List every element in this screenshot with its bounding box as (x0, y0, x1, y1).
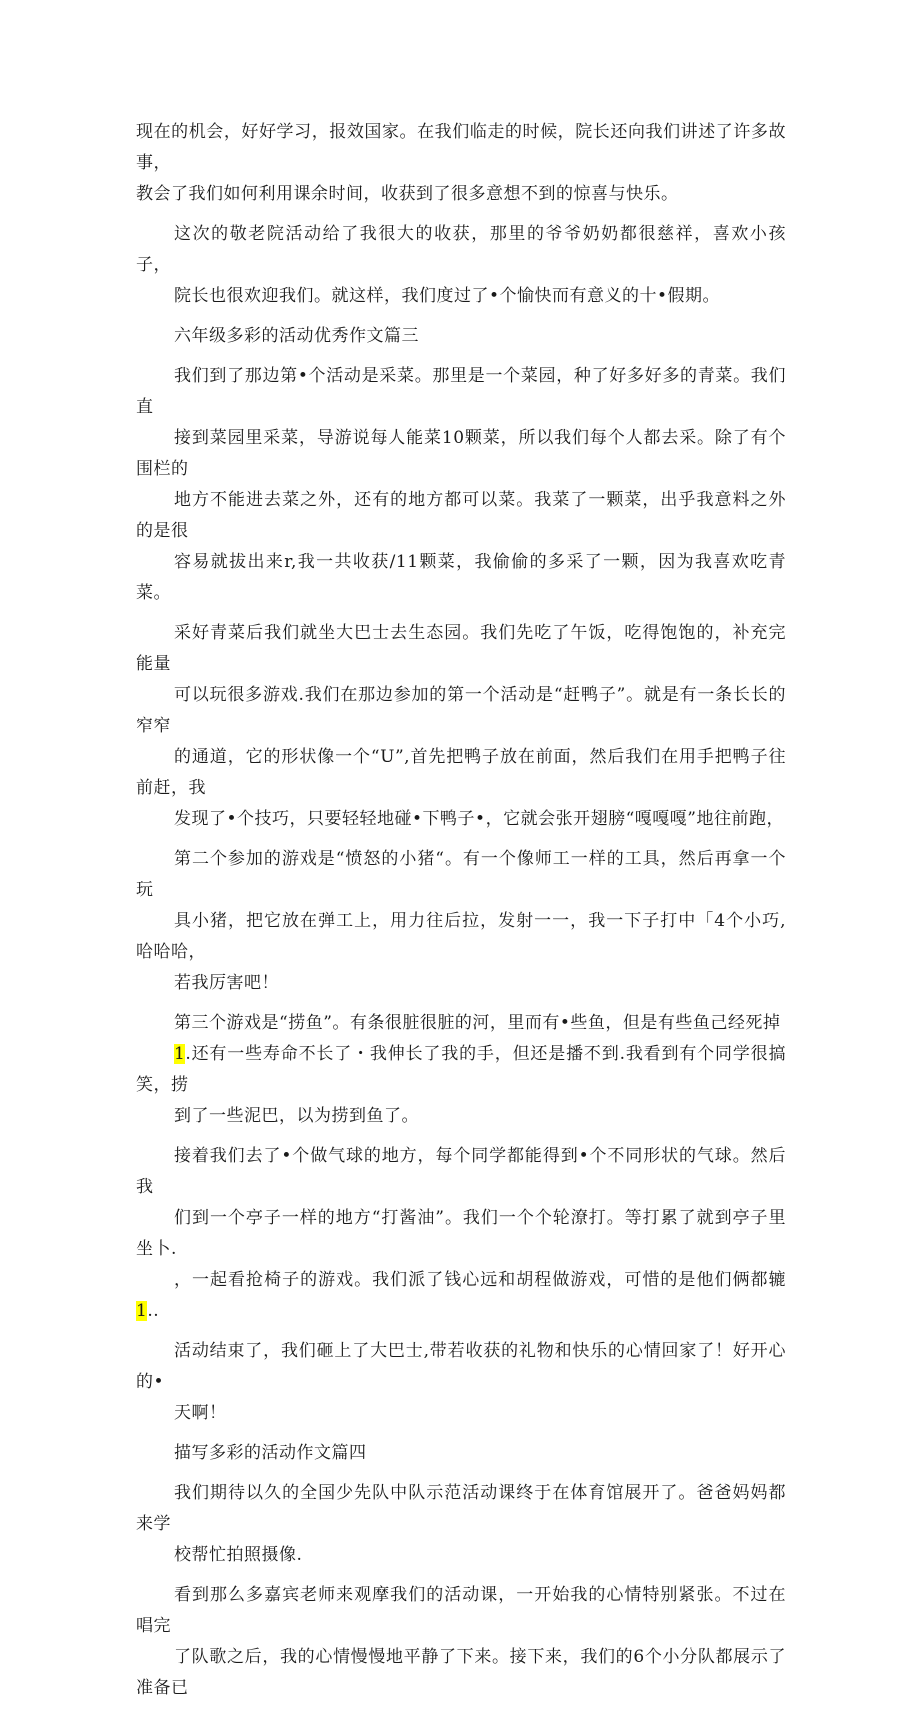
paragraph (136, 1336, 786, 1429)
highlighted-text: 1 (136, 1301, 148, 1321)
text-line: 院长也很欢迎我们。就这样，我们度过了•个愉快而有意义的十•假期。 (174, 286, 721, 306)
section-heading (136, 1438, 786, 1469)
text-line: 教会了我们如何利用课余时间，收获到了很多意想不到的惊喜与快乐。 (136, 184, 679, 204)
paragraph (136, 1008, 786, 1132)
highlighted-text: 1 (174, 1044, 186, 1064)
text-line: 了队歌之后，我的心情慢慢地平静了下来。接下来，我们的6个小分队都展示了准备已 (136, 1647, 786, 1698)
text-line: 们到一个亭子一样的地方“打酱油”。我们一个个轮潦打。等打累了就到亭子里坐卜. (136, 1208, 786, 1259)
paragraph (136, 1141, 786, 1327)
text-line: 采好青菜后我们就坐大巴士去生态园。我们先吃了午饭，吃得饱饱的，补充完能量 (136, 623, 786, 674)
text-segment: ，一起看抢椅子的游戏。我们派了钱心远和胡程做游戏，可惜的是他们俩都辘 (174, 1270, 786, 1290)
paragraph (136, 117, 786, 210)
text-line: 六年级多彩的活动优秀作文篇三 (174, 326, 419, 346)
text-line: 具小猪，把它放在弹工上，用力往后拉，发射一一，我一下子打中「4个小巧,哈哈哈， (136, 911, 786, 962)
paragraph (136, 361, 786, 609)
text-line: 我们到了那边第•个活动是采菜。那里是一个菜园，种了好多好多的青菜。我们直 (136, 366, 786, 417)
document-body (136, 117, 786, 1713)
text-line: 我们期待以久的全国少先队中队示范活动课终于在体育馆展开了。爸爸妈妈都来学 (136, 1483, 786, 1534)
paragraph (136, 1478, 786, 1571)
text-line: 容易就拔出来r,我一共收获/11颗菜，我偷偷的多采了一颗，因为我喜欢吃青菜。 (136, 552, 786, 603)
text-segment: .. (147, 1301, 160, 1321)
text-segment: .还有一些寿命不长了・我伸长了我的手，但还是播不到.我看到有个同学很搞笑，捞 (136, 1044, 786, 1095)
text-line: 第三个游戏是“捞鱼”。有条很脏很脏的河，里而有•些鱼，但是有些鱼己经死掉 (174, 1013, 781, 1033)
text-line: 天啊！ (174, 1403, 227, 1423)
text-line: 的通道，它的形状像一个“U”,首先把鸭子放在前面，然后我们在用手把鸭子往前赶，我 (136, 747, 786, 798)
text-line: 看到那么多嘉宾老师来观摩我们的活动课，一开始我的心情特别紧张。不过在唱完 (136, 1585, 786, 1636)
paragraph (136, 219, 786, 312)
text-line: 发现了•个技巧，只要轻轻地碰•下鸭子•，它就会张开翅膀“嘎嘎嘎”地往前跑， (174, 809, 784, 829)
text-line: 接着我们去了•个做气球的地方，每个同学都能得到•个不同形状的气球。然后我 (136, 1146, 786, 1197)
text-line: 校帮忙拍照摄像. (174, 1545, 303, 1565)
text-line: 现在的机会，好好学习，报效国家。在我们临走的时候，院长还向我们讲述了许多故事， (136, 122, 786, 173)
text-line: 第二个参加的游戏是“愤怒的小猪“。有一个像师工一样的工具，然后再拿一个玩 (136, 849, 786, 900)
text-line: 这次的敬老院活动给了我很大的收获，那里的爷爷奶奶都很慈祥，喜欢小孩子， (136, 224, 786, 275)
text-line: 到了一些泥巴，以为捞到鱼了。 (174, 1106, 419, 1126)
text-line: 接到菜园里采菜，导游说每人能菜10颗菜，所以我们每个人都去采。除了有个围栏的 (136, 428, 786, 479)
paragraph (136, 844, 786, 999)
paragraph (136, 1580, 786, 1704)
paragraph (136, 618, 786, 835)
text-line: 可以玩很多游戏.我们在那边参加的第一个活动是“赶鸭子”。就是有一条长长的窄窄 (136, 685, 786, 736)
text-line (136, 1265, 786, 1327)
text-line: 若我厉害吧！ (174, 973, 279, 993)
text-line: 活动结束了，我们砸上了大巴士,带若收获的礼物和快乐的心情回家了！好开心的• (136, 1341, 786, 1392)
text-line: 地方不能进去菜之外，还有的地方都可以菜。我菜了一颗菜，出乎我意料之外的是很 (136, 490, 786, 541)
section-heading (136, 321, 786, 352)
text-line: 描写多彩的活动作文篇四 (174, 1443, 367, 1463)
text-line (136, 1039, 786, 1101)
